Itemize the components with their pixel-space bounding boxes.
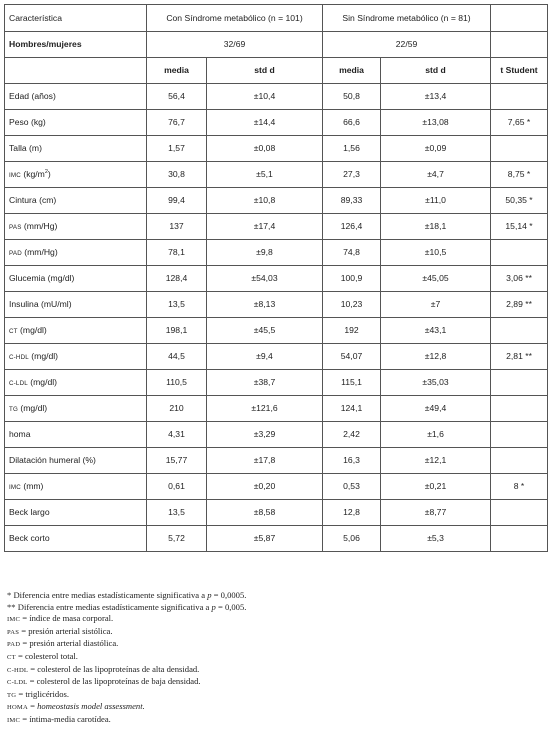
cell-std-sin: ±4,7: [381, 162, 491, 188]
cell-t-student: 8 *: [491, 474, 548, 500]
row-label: [5, 344, 147, 370]
footnote-text: = 0,0005.: [211, 590, 247, 600]
table-row: [5, 188, 548, 214]
footnote-imc: [7, 613, 547, 626]
row-label: [5, 84, 147, 110]
label-text: Insulina (mU/ml): [9, 299, 72, 309]
cell-t-student: [491, 526, 548, 552]
cell-media-sin: 10,23: [323, 292, 381, 318]
table-row: [5, 136, 548, 162]
table-body: [5, 5, 548, 552]
label-text: (mm/Hg): [21, 220, 58, 231]
cell-std-con: ±17,4: [207, 214, 323, 240]
label-abbr: PAS: [9, 223, 22, 231]
row-label: [5, 396, 147, 422]
table-row: [5, 526, 548, 552]
cell-t-student: [491, 448, 548, 474]
footnote-text: = triglicéridos.: [16, 688, 70, 699]
header-sin-sindrome: Sin Síndrome metabólico (n = 81): [323, 5, 491, 32]
header-media-sin: media: [323, 58, 381, 84]
header-row-stats: [5, 58, 548, 84]
cell-t-student: 8,75 *: [491, 162, 548, 188]
cell-media-sin: 12,8: [323, 500, 381, 526]
cell-std-sin: ±13,08: [381, 110, 491, 136]
label-text: (mg/dl): [17, 324, 47, 335]
table-row: [5, 110, 548, 136]
footnote-abbr: HOMA: [7, 704, 28, 712]
table-row: [5, 318, 548, 344]
cell-media-con: 137: [147, 214, 207, 240]
cell-media-con: 210: [147, 396, 207, 422]
label-text: (mm/Hg): [21, 246, 58, 257]
results-table: [4, 4, 548, 552]
table-footnotes: [7, 590, 547, 727]
label-text: Peso (kg): [9, 117, 46, 127]
cell-std-sin: ±0,09: [381, 136, 491, 162]
cell-media-sin: 50,8: [323, 84, 381, 110]
cell-std-sin: ±7: [381, 292, 491, 318]
row-label: [5, 318, 147, 344]
row-label: [5, 136, 147, 162]
footnote-abbr: PAS: [7, 628, 20, 636]
cell-t-student: 50,35 *: [491, 188, 548, 214]
footnote-double-asterisk: [7, 602, 547, 614]
cell-media-sin: 16,3: [323, 448, 381, 474]
cell-t-student: 2,81 **: [491, 344, 548, 370]
label-text: (mg/dl): [18, 402, 48, 413]
cell-std-sin: ±10,5: [381, 240, 491, 266]
footnote-p: p: [207, 590, 212, 600]
table-row: [5, 84, 548, 110]
footnote-p: p: [211, 601, 216, 612]
label-text: Beck corto: [9, 533, 50, 543]
label-text: Beck largo: [9, 507, 50, 517]
table-row: [5, 162, 548, 188]
row-label: [5, 500, 147, 526]
stats-empty: [5, 58, 147, 84]
cell-std-con: ±10,4: [207, 84, 323, 110]
footnote-abbr: IMC: [7, 616, 21, 624]
header-empty: [491, 5, 548, 32]
cell-std-con: ±9,8: [207, 240, 323, 266]
footnote-cldl: [7, 676, 547, 689]
footnote-abbr: C-HDL: [7, 666, 29, 674]
cell-media-sin: 1,56: [323, 136, 381, 162]
cell-std-sin: ±49,4: [381, 396, 491, 422]
row-label: [5, 188, 147, 214]
cell-std-con: ±10,8: [207, 188, 323, 214]
cell-t-student: [491, 396, 548, 422]
hm-sin: 22/59: [323, 32, 491, 58]
cell-media-con: 30,8: [147, 162, 207, 188]
header-std-sin: std d: [381, 58, 491, 84]
cell-media-sin: 192: [323, 318, 381, 344]
cell-media-con: 198,1: [147, 318, 207, 344]
cell-std-con: ±8,13: [207, 292, 323, 318]
cell-t-student: [491, 500, 548, 526]
footnote-text-italic: homeostasis model assessment.: [37, 701, 145, 712]
footnote-text: = 0,005.: [215, 601, 247, 612]
label-text: (mg/dl): [27, 376, 58, 387]
table-row: [5, 396, 548, 422]
footnote-text: ** Diferencia entre medias estadísticamente significativa a: [7, 601, 212, 612]
row-label: [5, 266, 147, 292]
label-superscript: 2: [44, 168, 48, 175]
row-label: [5, 240, 147, 266]
header-media-con: media: [147, 58, 207, 84]
cell-media-sin: 2,42: [323, 422, 381, 448]
cell-std-con: ±0,08: [207, 136, 323, 162]
row-label: [5, 526, 147, 552]
cell-media-con: 4,31: [147, 422, 207, 448]
label-text: Edad (años): [9, 91, 56, 101]
label-abbr: CT: [9, 327, 18, 335]
cell-std-sin: ±35,03: [381, 370, 491, 396]
cell-std-sin: ±12,1: [381, 448, 491, 474]
cell-t-student: 2,89 **: [491, 292, 548, 318]
table-row: [5, 214, 548, 240]
cell-std-sin: ±5,3: [381, 526, 491, 552]
cell-t-student: [491, 370, 548, 396]
cell-media-con: 5,72: [147, 526, 207, 552]
row-label: [5, 448, 147, 474]
cell-media-sin: 89,33: [323, 188, 381, 214]
footnote-text: = índice de masa corporal.: [20, 613, 114, 624]
footnote-tg: [7, 689, 547, 702]
cell-media-sin: 54,07: [323, 344, 381, 370]
footnote-text: = íntima-media carotídea.: [20, 713, 111, 724]
cell-t-student: [491, 240, 548, 266]
table-row: [5, 422, 548, 448]
cell-std-sin: ±0,21: [381, 474, 491, 500]
header-std-con: std d: [207, 58, 323, 84]
footnote-single-asterisk: [7, 590, 547, 602]
label-text: (kg/m: [20, 168, 45, 179]
cell-t-student: 15,14 *: [491, 214, 548, 240]
footnote-abbr: CT: [7, 653, 16, 661]
cell-std-con: ±5,1: [207, 162, 323, 188]
cell-std-con: ±17,8: [207, 448, 323, 474]
cell-std-sin: ±13,4: [381, 84, 491, 110]
label-abbr: C-HDL: [9, 353, 29, 361]
footnote-pas: [7, 626, 547, 639]
cell-media-con: 128,4: [147, 266, 207, 292]
footnote-homa: [7, 701, 547, 714]
label-text: Cintura (cm): [9, 195, 57, 205]
cell-media-sin: 126,4: [323, 214, 381, 240]
footnote-text: = colesterol de las lipoproteínas de alta densidad.: [28, 663, 200, 674]
footnote-text: =: [27, 701, 38, 712]
cell-media-con: 44,5: [147, 344, 207, 370]
footnote-imc-carotid: [7, 714, 547, 727]
cell-media-con: 13,5: [147, 292, 207, 318]
header-con-sindrome: Con Síndrome metabólico (n = 101): [147, 5, 323, 32]
footnote-abbr: IMC: [7, 716, 21, 724]
label-text: homa: [9, 429, 31, 439]
cell-std-con: ±45,5: [207, 318, 323, 344]
cell-t-student: [491, 136, 548, 162]
table-row: [5, 448, 548, 474]
cell-media-con: 78,1: [147, 240, 207, 266]
cell-std-sin: ±45,05: [381, 266, 491, 292]
cell-media-sin: 74,8: [323, 240, 381, 266]
cell-std-sin: ±8,77: [381, 500, 491, 526]
row-label: [5, 110, 147, 136]
cell-t-student: [491, 422, 548, 448]
cell-std-sin: ±1,6: [381, 422, 491, 448]
cell-t-student: 7,65 *: [491, 110, 548, 136]
label-text: Glucemia (mg/dl): [9, 273, 75, 283]
label-abbr: C-LDL: [9, 379, 28, 387]
cell-media-con: 99,4: [147, 188, 207, 214]
hm-label: Hombres/mujeres: [5, 32, 147, 58]
cell-std-con: ±9,4: [207, 344, 323, 370]
cell-media-con: 15,77: [147, 448, 207, 474]
table-row: [5, 474, 548, 500]
cell-std-con: ±5,87: [207, 526, 323, 552]
label-abbr: PAD: [9, 249, 22, 257]
header-row-hombres-mujeres: [5, 32, 548, 58]
cell-std-sin: ±43,1: [381, 318, 491, 344]
footnote-chdl: [7, 664, 547, 677]
cell-std-con: ±54,03: [207, 266, 323, 292]
cell-std-con: ±38,7: [207, 370, 323, 396]
cell-std-sin: ±12,8: [381, 344, 491, 370]
cell-media-sin: 100,9: [323, 266, 381, 292]
row-label: [5, 474, 147, 500]
footnote-text: = presión arterial sistólica.: [19, 625, 113, 636]
cell-media-sin: 5,06: [323, 526, 381, 552]
cell-std-con: ±8,58: [207, 500, 323, 526]
cell-std-con: ±3,29: [207, 422, 323, 448]
footnote-text: = colesterol de las lipoproteínas de baja densidad.: [27, 676, 201, 687]
footnote-abbr: TG: [7, 691, 17, 699]
footnote-text: = colesterol total.: [15, 650, 78, 661]
table-row: [5, 344, 548, 370]
cell-std-con: ±121,6: [207, 396, 323, 422]
cell-media-con: 110,5: [147, 370, 207, 396]
cell-std-sin: ±11,0: [381, 188, 491, 214]
label-abbr: IMC: [9, 171, 21, 179]
cell-media-con: 76,7: [147, 110, 207, 136]
table-row: [5, 370, 548, 396]
cell-t-student: [491, 84, 548, 110]
header-row-groups: [5, 5, 548, 32]
label-abbr: TG: [9, 405, 18, 413]
footnote-text: * Diferencia entre medias estadísticamente significativa a: [7, 590, 208, 600]
row-label: [5, 370, 147, 396]
hm-con: 32/69: [147, 32, 323, 58]
label-text: Talla (m): [9, 143, 42, 153]
cell-media-sin: 124,1: [323, 396, 381, 422]
table-row: [5, 292, 548, 318]
table-row: [5, 500, 548, 526]
row-label: [5, 422, 147, 448]
cell-media-sin: 115,1: [323, 370, 381, 396]
cell-std-con: ±14,4: [207, 110, 323, 136]
cell-t-student: [491, 318, 548, 344]
footnote-abbr: C-LDL: [7, 679, 28, 687]
footnote-abbr: PAD: [7, 641, 21, 649]
table-row: [5, 266, 548, 292]
cell-media-con: 1,57: [147, 136, 207, 162]
cell-t-student: 3,06 **: [491, 266, 548, 292]
label-abbr: IMC: [9, 483, 21, 491]
cell-media-con: 0,61: [147, 474, 207, 500]
cell-std-sin: ±18,1: [381, 214, 491, 240]
cell-std-con: ±0,20: [207, 474, 323, 500]
cell-media-con: 56,4: [147, 84, 207, 110]
row-label: [5, 292, 147, 318]
row-label: [5, 214, 147, 240]
table-row: [5, 240, 548, 266]
cell-media-con: 13,5: [147, 500, 207, 526]
label-text: (mg/dl): [28, 350, 59, 361]
cell-media-sin: 27,3: [323, 162, 381, 188]
label-text: Dilatación humeral (%): [9, 455, 96, 465]
header-caracteristica: Característica: [5, 5, 147, 32]
row-label: [5, 162, 147, 188]
label-text: (mm): [20, 480, 44, 491]
cell-media-sin: 66,6: [323, 110, 381, 136]
hm-empty: [491, 32, 548, 58]
footnote-ct: [7, 651, 547, 664]
footnote-text: = presión arterial diastólica.: [20, 638, 119, 649]
header-tstudent: t Student: [491, 58, 548, 84]
footnote-pad: [7, 638, 547, 651]
label-text: ): [47, 168, 51, 179]
cell-media-sin: 0,53: [323, 474, 381, 500]
